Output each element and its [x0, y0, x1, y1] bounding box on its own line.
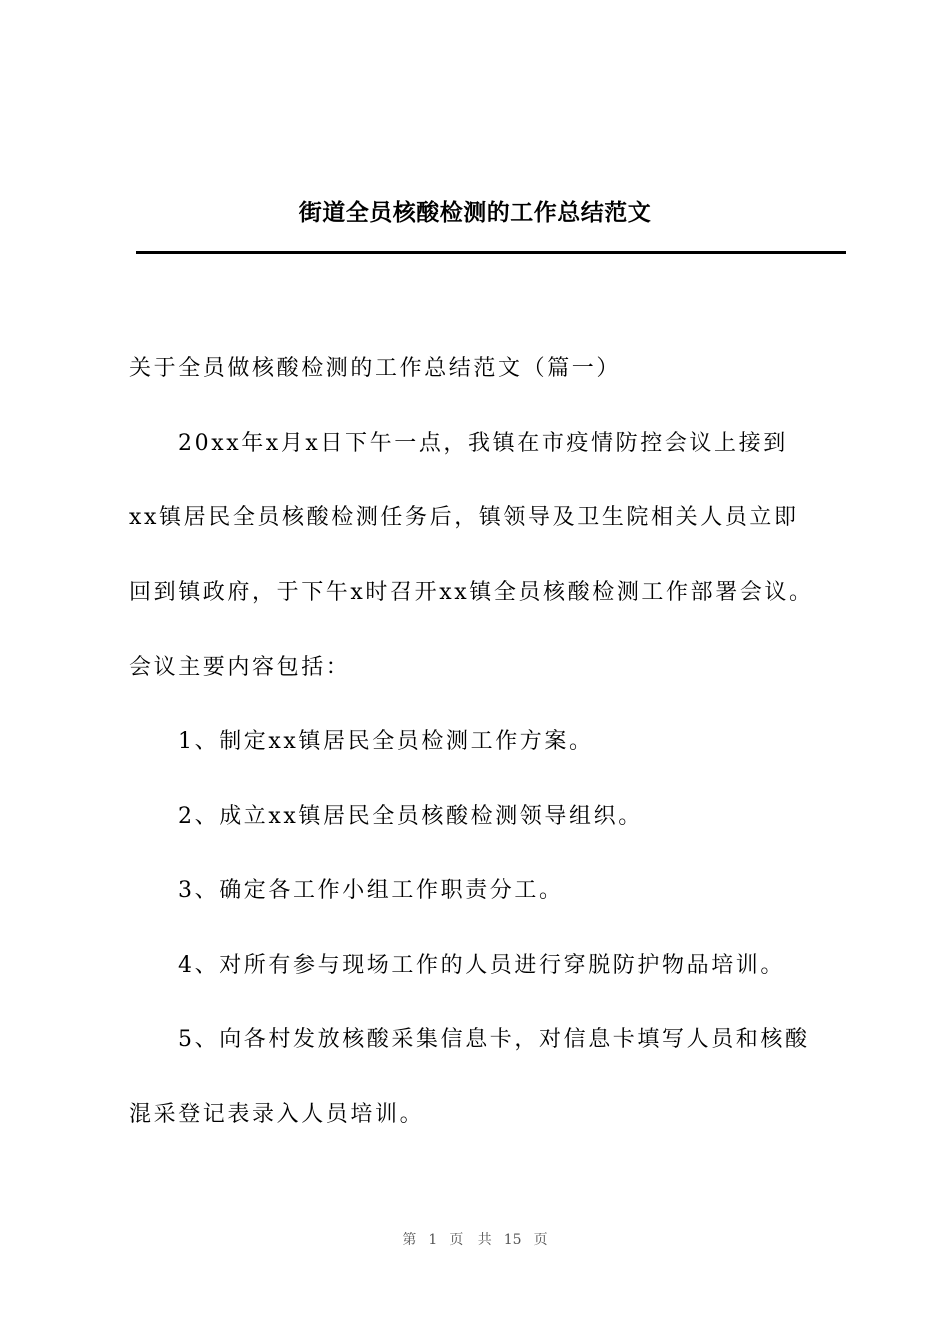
footer-page-number: 1	[428, 1232, 438, 1248]
footer-suffix: 页	[533, 1232, 548, 1248]
footer-prefix: 第	[402, 1232, 417, 1248]
list-item-5-continued: 混采登记表录入人员培训。	[129, 1102, 425, 1127]
list-item-4: 4、对所有参与现场工作的人员进行穿脱防护物品培训。	[178, 953, 785, 978]
paragraph-line-4: 会议主要内容包括：	[129, 655, 351, 680]
footer-middle: 页 共	[449, 1232, 492, 1248]
paragraph-line-3: 回到镇政府，于下午x时召开xx镇全员核酸检测工作部署会议。	[129, 580, 814, 605]
list-item-1: 1、制定xx镇居民全员检测工作方案。	[178, 729, 594, 754]
paragraph-line-2: xx镇居民全员核酸检测任务后，镇领导及卫生院相关人员立即	[129, 505, 799, 530]
paragraph-line-1: 20xx年x月x日下午一点，我镇在市疫情防控会议上接到	[178, 431, 788, 456]
footer-total-pages: 15	[503, 1232, 522, 1248]
document-title: 街道全员核酸检测的工作总结范文	[298, 200, 652, 226]
list-item-5: 5、向各村发放核酸采集信息卡，对信息卡填写人员和核酸	[178, 1027, 810, 1052]
title-underline	[136, 251, 846, 254]
list-item-3: 3、确定各工作小组工作职责分工。	[178, 878, 564, 903]
page-footer	[0, 1228, 950, 1252]
list-item-2: 2、成立xx镇居民全员核酸检测领导组织。	[178, 804, 643, 829]
section-heading: 关于全员做核酸检测的工作总结范文（篇一）	[129, 356, 622, 381]
